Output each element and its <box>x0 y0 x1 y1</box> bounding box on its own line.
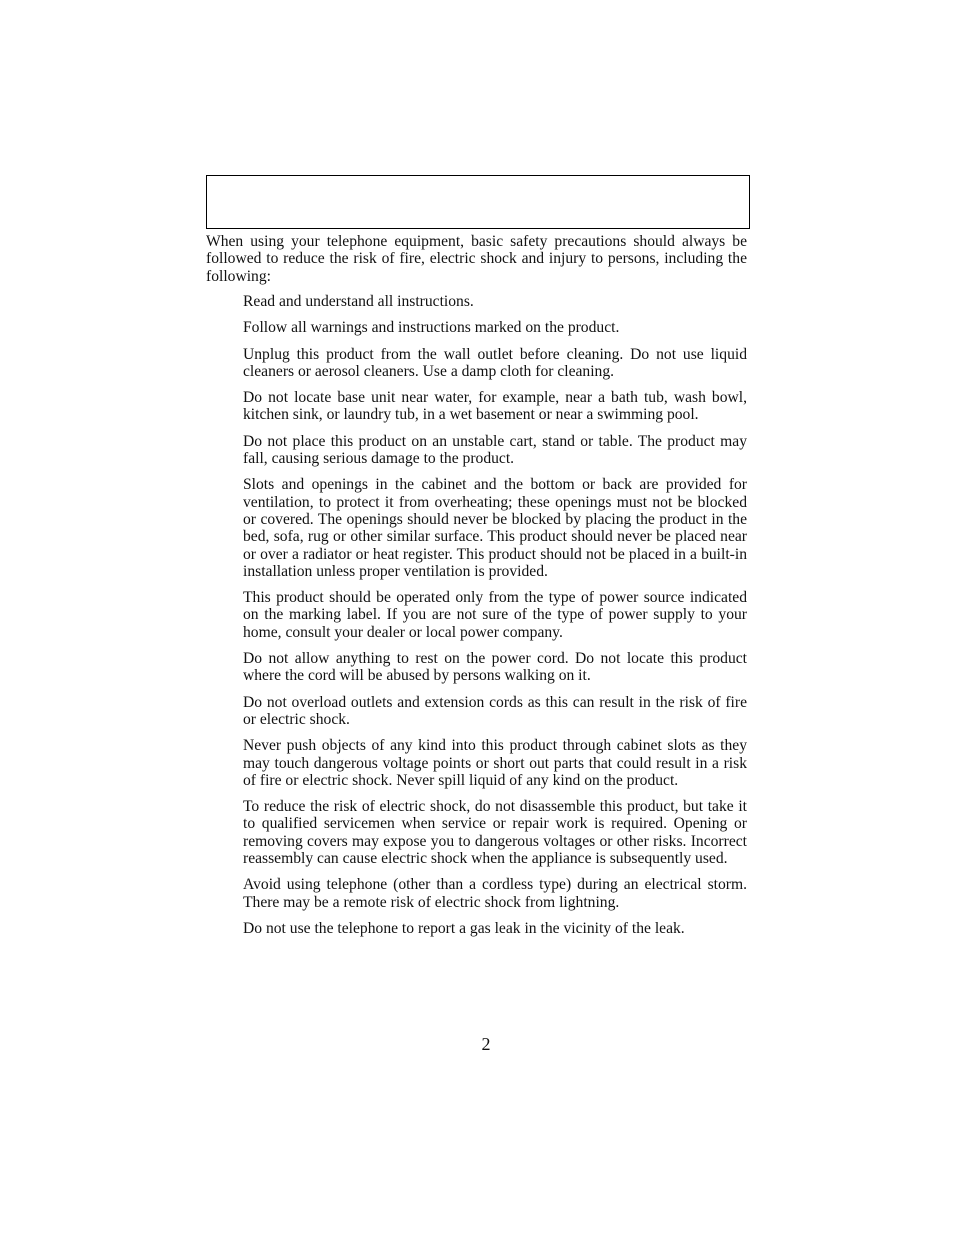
list-item: Slots and openings in the cabinet and the bottom or back are provided for ventilation, to protect it from overheating; these openings must not be blocked or covered. The openings should never be blocked by placing the product in the bed, sofa, rug or other similar surface. This product should never be placed near or over a radiator or heat register. This product should not be placed in a built-in installation unless proper ventilation is provided. <box>243 476 747 580</box>
list-item: Never push objects of any kind into this product through cabinet slots as they may touch dangerous voltage points or short out parts that could result in a risk of fire or electric shock. Never spill liquid of any kind on the product. <box>243 737 747 789</box>
page-number: 2 <box>481 1034 491 1054</box>
title-box <box>206 175 750 229</box>
list-item: Do not overload outlets and extension cords as this can result in the risk of fire or electric shock. <box>243 693 747 728</box>
list-item: This product should be operated only from the type of power source indicated on the marking label. If you are not sure of the type of power supply to your home, consult your dealer or local power company. <box>243 589 747 641</box>
list-item: Do not allow anything to rest on the power cord. Do not locate this product where the cord will be abused by persons walking on it. <box>243 650 747 685</box>
intro-paragraph: When using your telephone equipment, basic safety precautions should always be followed to reduce the risk of fire, electric shock and injury to persons, including the following: <box>206 233 747 285</box>
list-item: Do not use the telephone to report a gas leak in the vicinity of the leak. <box>243 919 685 937</box>
list-item: Do not place this product on an unstable cart, stand or table. The product may fall, causing serious damage to the product. <box>243 432 747 468</box>
list-item: Unplug this product from the wall outlet before cleaning. Do not use liquid cleaners or aerosol cleaners. Use a damp cloth for cleaning. <box>243 345 747 380</box>
list-item: To reduce the risk of electric shock, do not disassemble this product, but take it to qualified servicemen when service or repair work is required. Opening or removing covers may expose you to dangerous voltages or other risks. Incorrect reassembly can cause electric shock when the appliance is subsequently used. <box>243 798 747 868</box>
list-item: Avoid using telephone (other than a cordless type) during an electrical storm. There may be a remote risk of electric shock from lightning. <box>243 876 747 911</box>
list-item: Do not locate base unit near water, for example, near a bath tub, wash bowl, kitchen sink, or laundry tub, in a wet basement or near a swimming pool. <box>243 389 747 424</box>
list-item: Read and understand all instructions. <box>243 293 474 310</box>
safety-instructions-list <box>243 293 747 946</box>
list-item: Follow all warnings and instructions marked on the product. <box>243 319 620 337</box>
